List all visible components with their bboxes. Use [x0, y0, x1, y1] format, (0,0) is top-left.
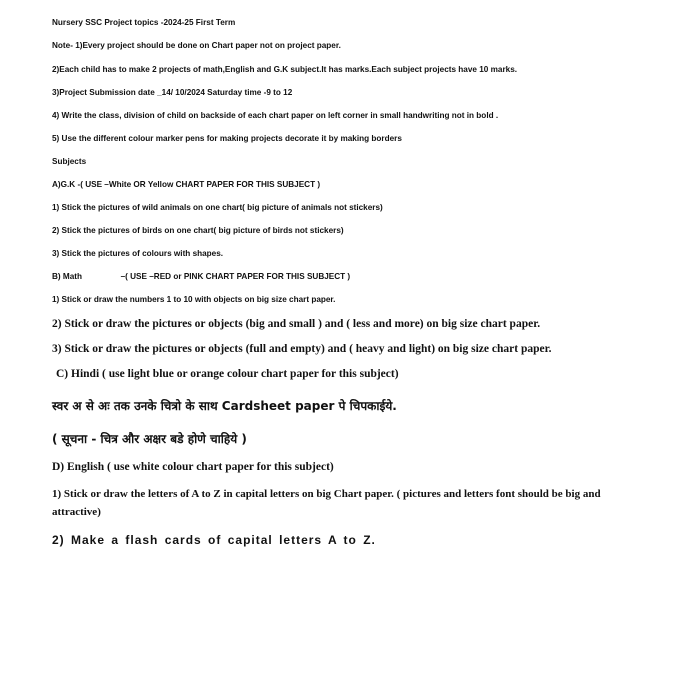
subjects-heading: Subjects: [52, 157, 87, 166]
math-heading: [52, 272, 350, 281]
gk-item-3: 3) Stick the pictures of colours with shapes.: [52, 249, 224, 258]
document-title: Nursery SSC Project topics -2024-25 First Term: [52, 18, 236, 27]
math-item-2: 2) Stick or draw the pictures or objects (big and small ) and ( less and more) on big size chart paper.: [52, 318, 541, 330]
math-heading-rest: –( USE –RED or PINK CHART PAPER FOR THIS SUBJECT ): [120, 272, 351, 281]
rule-5: 5) Use the different colour marker pens for making projects decorate it by making borders: [52, 134, 402, 143]
rule-4: 4) Write the class, division of child on backside of each chart paper on left corner in small handwriting not in bold .: [52, 111, 499, 120]
english-item-1: 1) Stick or draw the letters of A to Z in capital letters on big Chart paper. ( pictures and letters font should be big and attractive): [52, 488, 601, 518]
hindi-line-1: स्वर अ से अः तक उनके चित्रो के साथ Cardsheet paper पे चिपकाईये.: [52, 399, 397, 413]
hindi-line-2: ( सूचना - चित्र और अक्षर बडे होणे चाहिये ): [52, 432, 247, 446]
english-item-2: 2) Make a flash cards of capital letters A to Z.: [52, 533, 376, 547]
math-item-1: 1) Stick or draw the numbers 1 to 10 with objects on big size chart paper.: [52, 295, 336, 304]
rule-3: 3)Project Submission date _14/ 10/2024 Saturday time -9 to 12: [52, 88, 293, 97]
english-heading: D) English ( use white colour chart paper for this subject): [52, 461, 334, 473]
math-item-3: 3) Stick or draw the pictures or objects (full and empty) and ( heavy and light) on big size chart paper.: [52, 343, 552, 355]
hindi-heading: C) Hindi ( use light blue or orange colour chart paper for this subject): [56, 368, 399, 380]
math-heading-label: B) Math: [52, 272, 83, 281]
gk-item-1: 1) Stick the pictures of wild animals on one chart( big picture of animals not stickers): [52, 203, 383, 212]
gk-heading: A)G.K -( USE –White OR Yellow CHART PAPER FOR THIS SUBJECT ): [52, 180, 321, 189]
note-line: Note- 1)Every project should be done on Chart paper not on project paper.: [52, 41, 341, 50]
gk-item-2: 2) Stick the pictures of birds on one chart( big picture of birds not stickers): [52, 226, 344, 235]
rule-2: 2)Each child has to make 2 projects of math,English and G.K subject.It has marks.Each subject projects have 10 marks.: [52, 65, 518, 74]
